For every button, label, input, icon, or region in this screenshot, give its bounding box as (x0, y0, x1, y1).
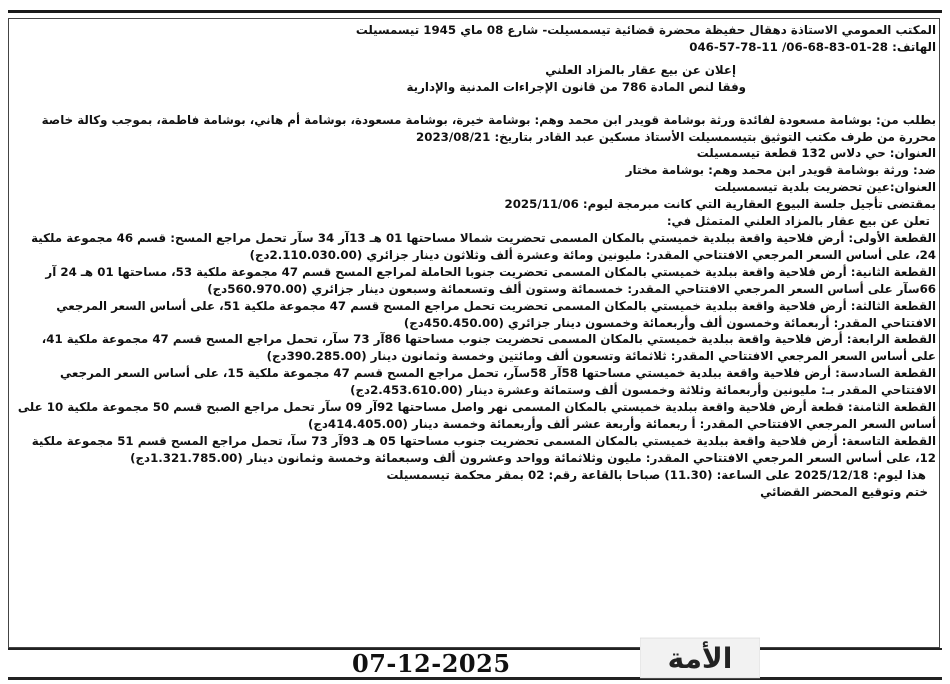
session-line: هذا ليوم: 2025/12/18 على الساعة: (11.30) صباحا بالقاعة رقم: 02 بمقر محكمة تيسمسيلت (386, 467, 926, 482)
notice-title: إعلان عن بيع عقار بالمزاد العلني (545, 62, 736, 77)
postponement-line: بمقتضى تأجيل جلسة البيوع العقارية التي كانت مبرمجة ليوم: 2025/11/06 (504, 197, 936, 212)
lot-paragraph: القطعة التاسعة: أرض فلاحية واقعة ببلدية خميستي بالمكان المسمى تحضريت جنوب مساحتها 05 هـ 93آر 73 سآ، تحمل مراجع المسح قسم 51 مجموعة ملكية 12، على أساس السعر المرجعي الافتتاحي المقدر: مليون وثلاثمائة وواحد وعشرون ألف وسبعمائة وخمسة وثمانون دينار (1.321.785.00دج) (31, 433, 936, 465)
notice-subtitle: وفقا لنص المادة 786 من قانون الإجراءات المدنية والإدارية (406, 79, 746, 94)
publication-date: 07-12-2025 (352, 649, 511, 678)
lot-paragraph: القطعة الثانية: أرض فلاحية واقعة ببلدية خميستي بالمكان المسمى تحضريت جنوبا الحاملة لمراجع المسح قسم 47 مجموعة ملكية 53، مساحتها 01 هـ 24 آر 66سآر على أساس السعر المرجعي الافتتاحي المقدر: خمسمائة وستون ألف وتسعمائة وسبعون دينار جزائري (560.970.00دج) (45, 264, 936, 296)
top-rule (8, 10, 942, 13)
signoff-line: ختم وتوقيع المحضر القضائي (760, 484, 928, 499)
request-paragraph: بطلب من: بوشامة مسعودة لفائدة ورثة بوشامة قويدر ابن محمد وهم: بوشامة خيرة، بوشامة مسعودة، بوشامة أم هاني، بوشامة فاطمة، بموجب وكالة خاصة محررة من طرف مكتب التوثيق بتيسمسيلت الأستاذ مسكين عبد القادر بتاريخ: 2023/08/21 (41, 112, 936, 144)
logo-wordmark: الأمة (667, 642, 733, 675)
office-line: المكتب العمومي الاستاذة دهقال حفيظة محضرة قضائية تيسمسيلت- شارع 08 ماي 1945 تيسمسيلت (355, 23, 936, 37)
announcement-line: تعلن عن بيع عقار بالمزاد العلني المتمثل في: (666, 214, 930, 229)
notice-content (16, 22, 936, 642)
newspaper-logo-icon (640, 636, 760, 680)
against-address: العنوان:عين تحضريت بلدية تيسمسيلت (714, 180, 936, 195)
lot-paragraph: القطعة السادسة: أرض فلاحية واقعة ببلدية خميستي مساحتها 58آر 58سآر، تحمل مراجع المسح قسم 47 مجموعة ملكية 15، على أساس السعر المرجعي الافتتاحي المقدر بـ: مليونين وأربعمائة وثلاثة وخمسون ألف وستمائة وعشرة دينار (2.453.610.00دج) (60, 366, 936, 398)
phone-line: الهاتف: 28-01-83-68-06/ 11-78-57-046 (689, 39, 936, 54)
against-line: ضد: ورثة بوشامة قويدر ابن محمد وهم: بوشامة مختار (625, 163, 936, 178)
requester-address: العنوان: حي دلاس 132 قطعة تيسمسيلت (696, 146, 936, 161)
lot-paragraph: القطعة الرابعة: أرض فلاحية واقعة ببلدية خميستي بالمكان المسمى تحضريت جنوب مساحتها 86آر 73 سآر، تحمل مراجع المسح قسم 47 مجموعة ملكية 41، على أساس السعر المرجعي الافتتاحي المقدر: ثلاثمائة وتسعون ألف ومائتين وخمسة وثمانون دينار (390.285.00دج) (41, 332, 936, 364)
lot-paragraph: القطعة الثامنة: قطعة أرض فلاحية واقعة ببلدية خميستي بالمكان المسمى نهر واصل مساحتها 92آر 09 سآر تحمل مراجع الصبح قسم 50 مجموعة ملكية 10 على أساس السعر المرجعي الافتتاحي المقدر: أ ربعمائة وأربعة عشر ألف وأربعمائة وخمسة دينار (414.405.00دج) (17, 400, 936, 431)
lot-paragraph: القطعة الثالثة: أرض فلاحية واقعة ببلدية خميستي بالمكان المسمى تحضريت تحمل مراجع المسح قسم 47 مجموعة ملكية 51، على أساس السعر المرجعي الافتتاحي المقدر: أربعمائة وخمسون ألف وأربعمائة وخمسون دينار جزائري (450.450.00دج) (56, 298, 936, 330)
lot-paragraph: القطعة الأولى: أرض فلاحية واقعة ببلدية خميستي بالمكان المسمى تحضريت شمالا مساحتها 01 هـ 13آر 34 سآر تحمل مراجع المسح: قسم 46 مجموعة ملكية 24، على أساس السعر المرجعي الافتتاحي المقدر: مليونين ومائة وعشرة ألف وثلاثون دينار جزائري (2.110.030.00دج) (31, 230, 936, 262)
